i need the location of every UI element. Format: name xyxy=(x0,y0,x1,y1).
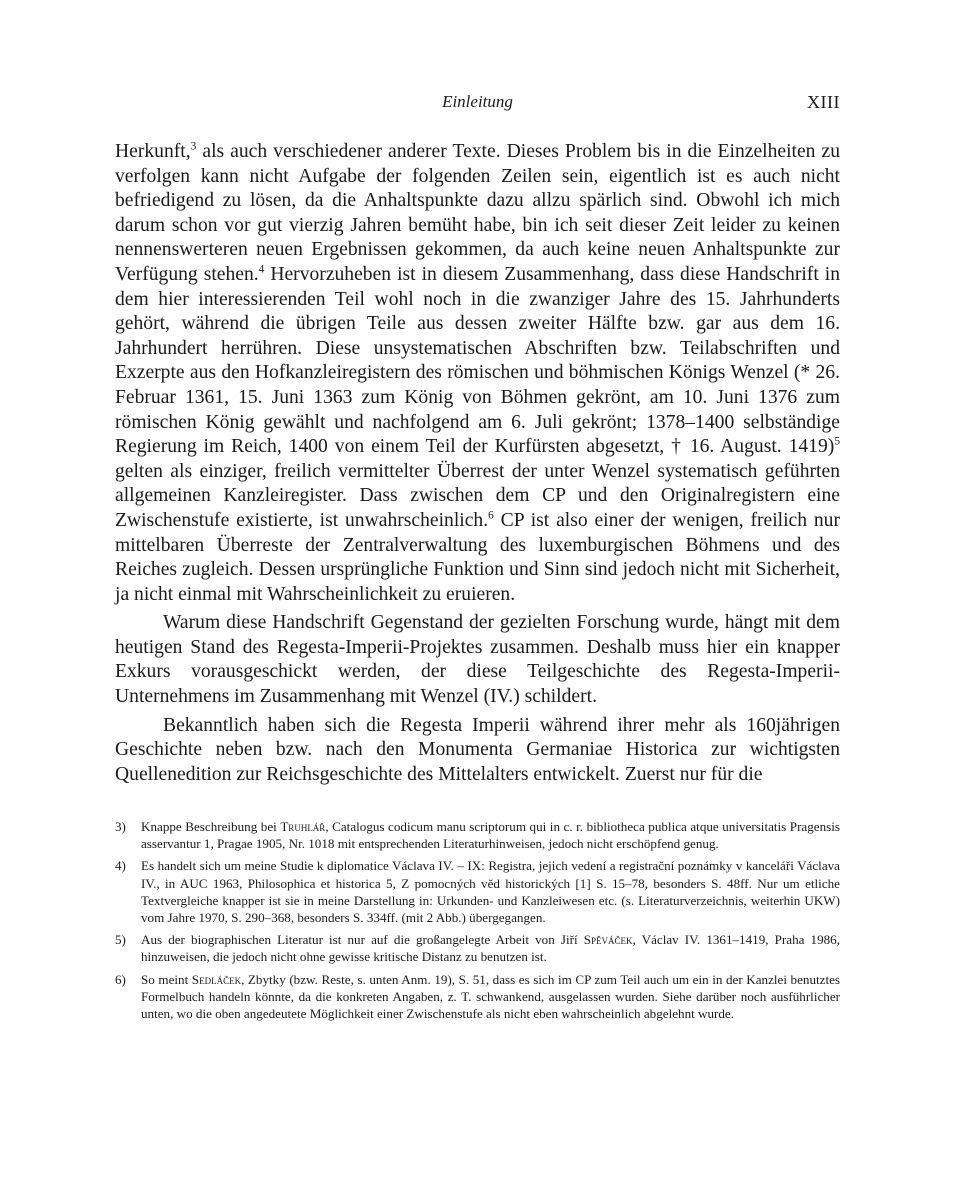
paragraph-2: Warum diese Handschrift Gegenstand der gezielten Forschung wurde, hängt mit dem heutigen Stand des Regesta-Imperii-Projektes zusammen. Deshalb muss hier ein knapper Exkurs vorausgeschickt werden, der diese Teilgeschichte des Regesta-Imperii-Unternehmens im Zusammenhang mit Wenzel (IV.) schildert. xyxy=(115,612,840,708)
footnote-number: 5) xyxy=(115,932,126,948)
main-text xyxy=(115,140,840,787)
page-number: XIII xyxy=(807,92,840,112)
footnote-ref-6: 6 xyxy=(488,509,494,522)
footnote-4 xyxy=(115,857,840,926)
running-head xyxy=(115,92,840,116)
running-head-title: Einleitung xyxy=(442,92,513,111)
text-run: , Václav IV. 1361–1419, Praha 1986, hinzuweisen, die jedoch nicht ohne gewisse kritische Distanz zu benutzen ist. xyxy=(141,932,840,965)
text-run: , Catalogus codicum manu scriptorum qui in c. r. bibliotheca publica atque universitatis Pragensis asservantur 1, Pragae 1905, Nr. 1018 mit entsprechenden Literaturhinweisen, jedoch nicht erschöpfend genug. xyxy=(141,819,840,852)
footnote-number: 3) xyxy=(115,819,126,834)
footnote-ref-5: 5 xyxy=(834,435,840,448)
footnote-5 xyxy=(115,931,840,965)
text-run: Knappe Beschreibung bei xyxy=(141,819,281,834)
author-name: Truhlář xyxy=(280,819,326,834)
footnote-3 xyxy=(115,818,840,852)
footnote-text xyxy=(141,971,840,1023)
footnote-6 xyxy=(115,971,840,1023)
author-name: Spěváček xyxy=(583,932,633,948)
footnote-ref-4: 4 xyxy=(258,263,265,276)
text-run: So meint xyxy=(141,971,192,987)
footnote-text xyxy=(141,931,840,965)
text-run: gelten als einziger, freilich vermittelter Überrest der unter Wenzel systematisch geführten allgemeinen Kanzleiregister. Dass zwischen dem CP und den Originalregistern eine Zwischenstufe existierte, ist unwahrscheinlich. xyxy=(115,460,840,531)
paragraph-1 xyxy=(115,140,840,607)
footnotes xyxy=(115,818,840,1027)
text-run: Aus der biographischen Literatur ist nur auf die großangelegte Arbeit von Jiří xyxy=(141,932,584,948)
text-run: Es handelt sich um meine Studie k diplomatice Václava IV. – IX: Registra, jejich vedení a registrační poznámky v kanceláři Václava IV., in AUC 1963, Philosophica et historica 5, Z pomocných věd historických [1] S. 15–78, besonders S. 48ff. Nur um etliche Textvergleiche knapper ist sie in meine Darstellung in: Urkunden- und Kanzleiwesen etc. (s. Literaturverzeichnis, weiterhin UKW) vom Jahre 1970, S. 290–368, besonders S. 334ff. (mit 2 Abb.) übergegangen. xyxy=(141,858,840,926)
footnote-ref-3: 3 xyxy=(190,140,197,153)
author-name: Sedláček xyxy=(191,971,242,987)
text-run: , Zbytky (bzw. Reste, s. unten Anm. 19), S. 51, dass es sich im CP zum Teil auch um ein in der Kanzlei benutztes Formelbuch handeln könnte, da die konkreten Angaben, z. T. schwankend, ausgelassen wurden. Siehe darüber noch ausführlicher unten, wo die oben angedeutete Möglichkeit einer Zwischenstufe als nicht eben wahrscheinlich abgelehnt wurde. xyxy=(141,971,840,1022)
text-run: Herkunft, xyxy=(115,141,191,162)
paragraph-3: Bekanntlich haben sich die Regesta Imperii während ihrer mehr als 160jährigen Geschichte neben bzw. nach den Monumenta Germaniae Historica zur wichtigsten Quellenedition zur Reichsgeschichte des Mittelalters entwickelt. Zuerst nur für die xyxy=(115,714,840,785)
text-run: CP ist also einer der wenigen, freilich nur mittelbaren Überreste der Zentralverwaltung des luxemburgischen Böhmens und des Reiches zugleich. Dessen ursprüngliche Funktion und Sinn sind jedoch nicht mit Sicherheit, ja nicht einmal mit Wahrscheinlichkeit zu eruieren. xyxy=(115,509,840,605)
footnote-text xyxy=(141,818,840,852)
text-run: als auch verschiedener anderer Texte. Dieses Problem bis in die Einzelheiten zu verfolgen kann nicht Aufgabe der folgenden Zeilen sein, eigentlich ist es auch nicht befriedigend zu lösen, da die Anhaltspunkte dazu allzu spärlich sind. Obwohl ich mich darum schon vor gut vierzig Jahren bemüht habe, bin ich seit dieser Zeit leider zu keinen nennenswerteren neuen Ergebnissen gekommen, da auch keine neuen Anhaltspunkte zur Verfügung stehen. xyxy=(115,141,840,285)
text-run: Hervorzuheben ist in diesem Zusammenhang, dass diese Handschrift in dem hier interessierenden Teil wohl noch in die zwanziger Jahre des 15. Jahrhunderts gehört, während die übrigen Teile aus dessen zweiter Hälfte bzw. gar aus dem 16. Jahrhundert herrühren. Diese unsystematischen Abschriften bzw. Teilabschriften und Exzerpte aus den Hofkanzleiregistern des römischen und böhmischen Königs Wenzel (* 26. Februar 1361, 15. Juni 1363 zum König von Böhmen gekrönt, am 10. Juni 1376 zum römischen König gewählt und nachfolgend am 6. Juli gekrönt; 1378–1400 selbständige Regierung im Reich, 1400 von einem Teil der Kurfürsten abgesetzt, † 16. August. 1419) xyxy=(115,263,840,458)
footnote-number: 6) xyxy=(115,971,126,987)
footnote-text xyxy=(141,857,840,926)
footnote-number: 4) xyxy=(115,858,126,874)
